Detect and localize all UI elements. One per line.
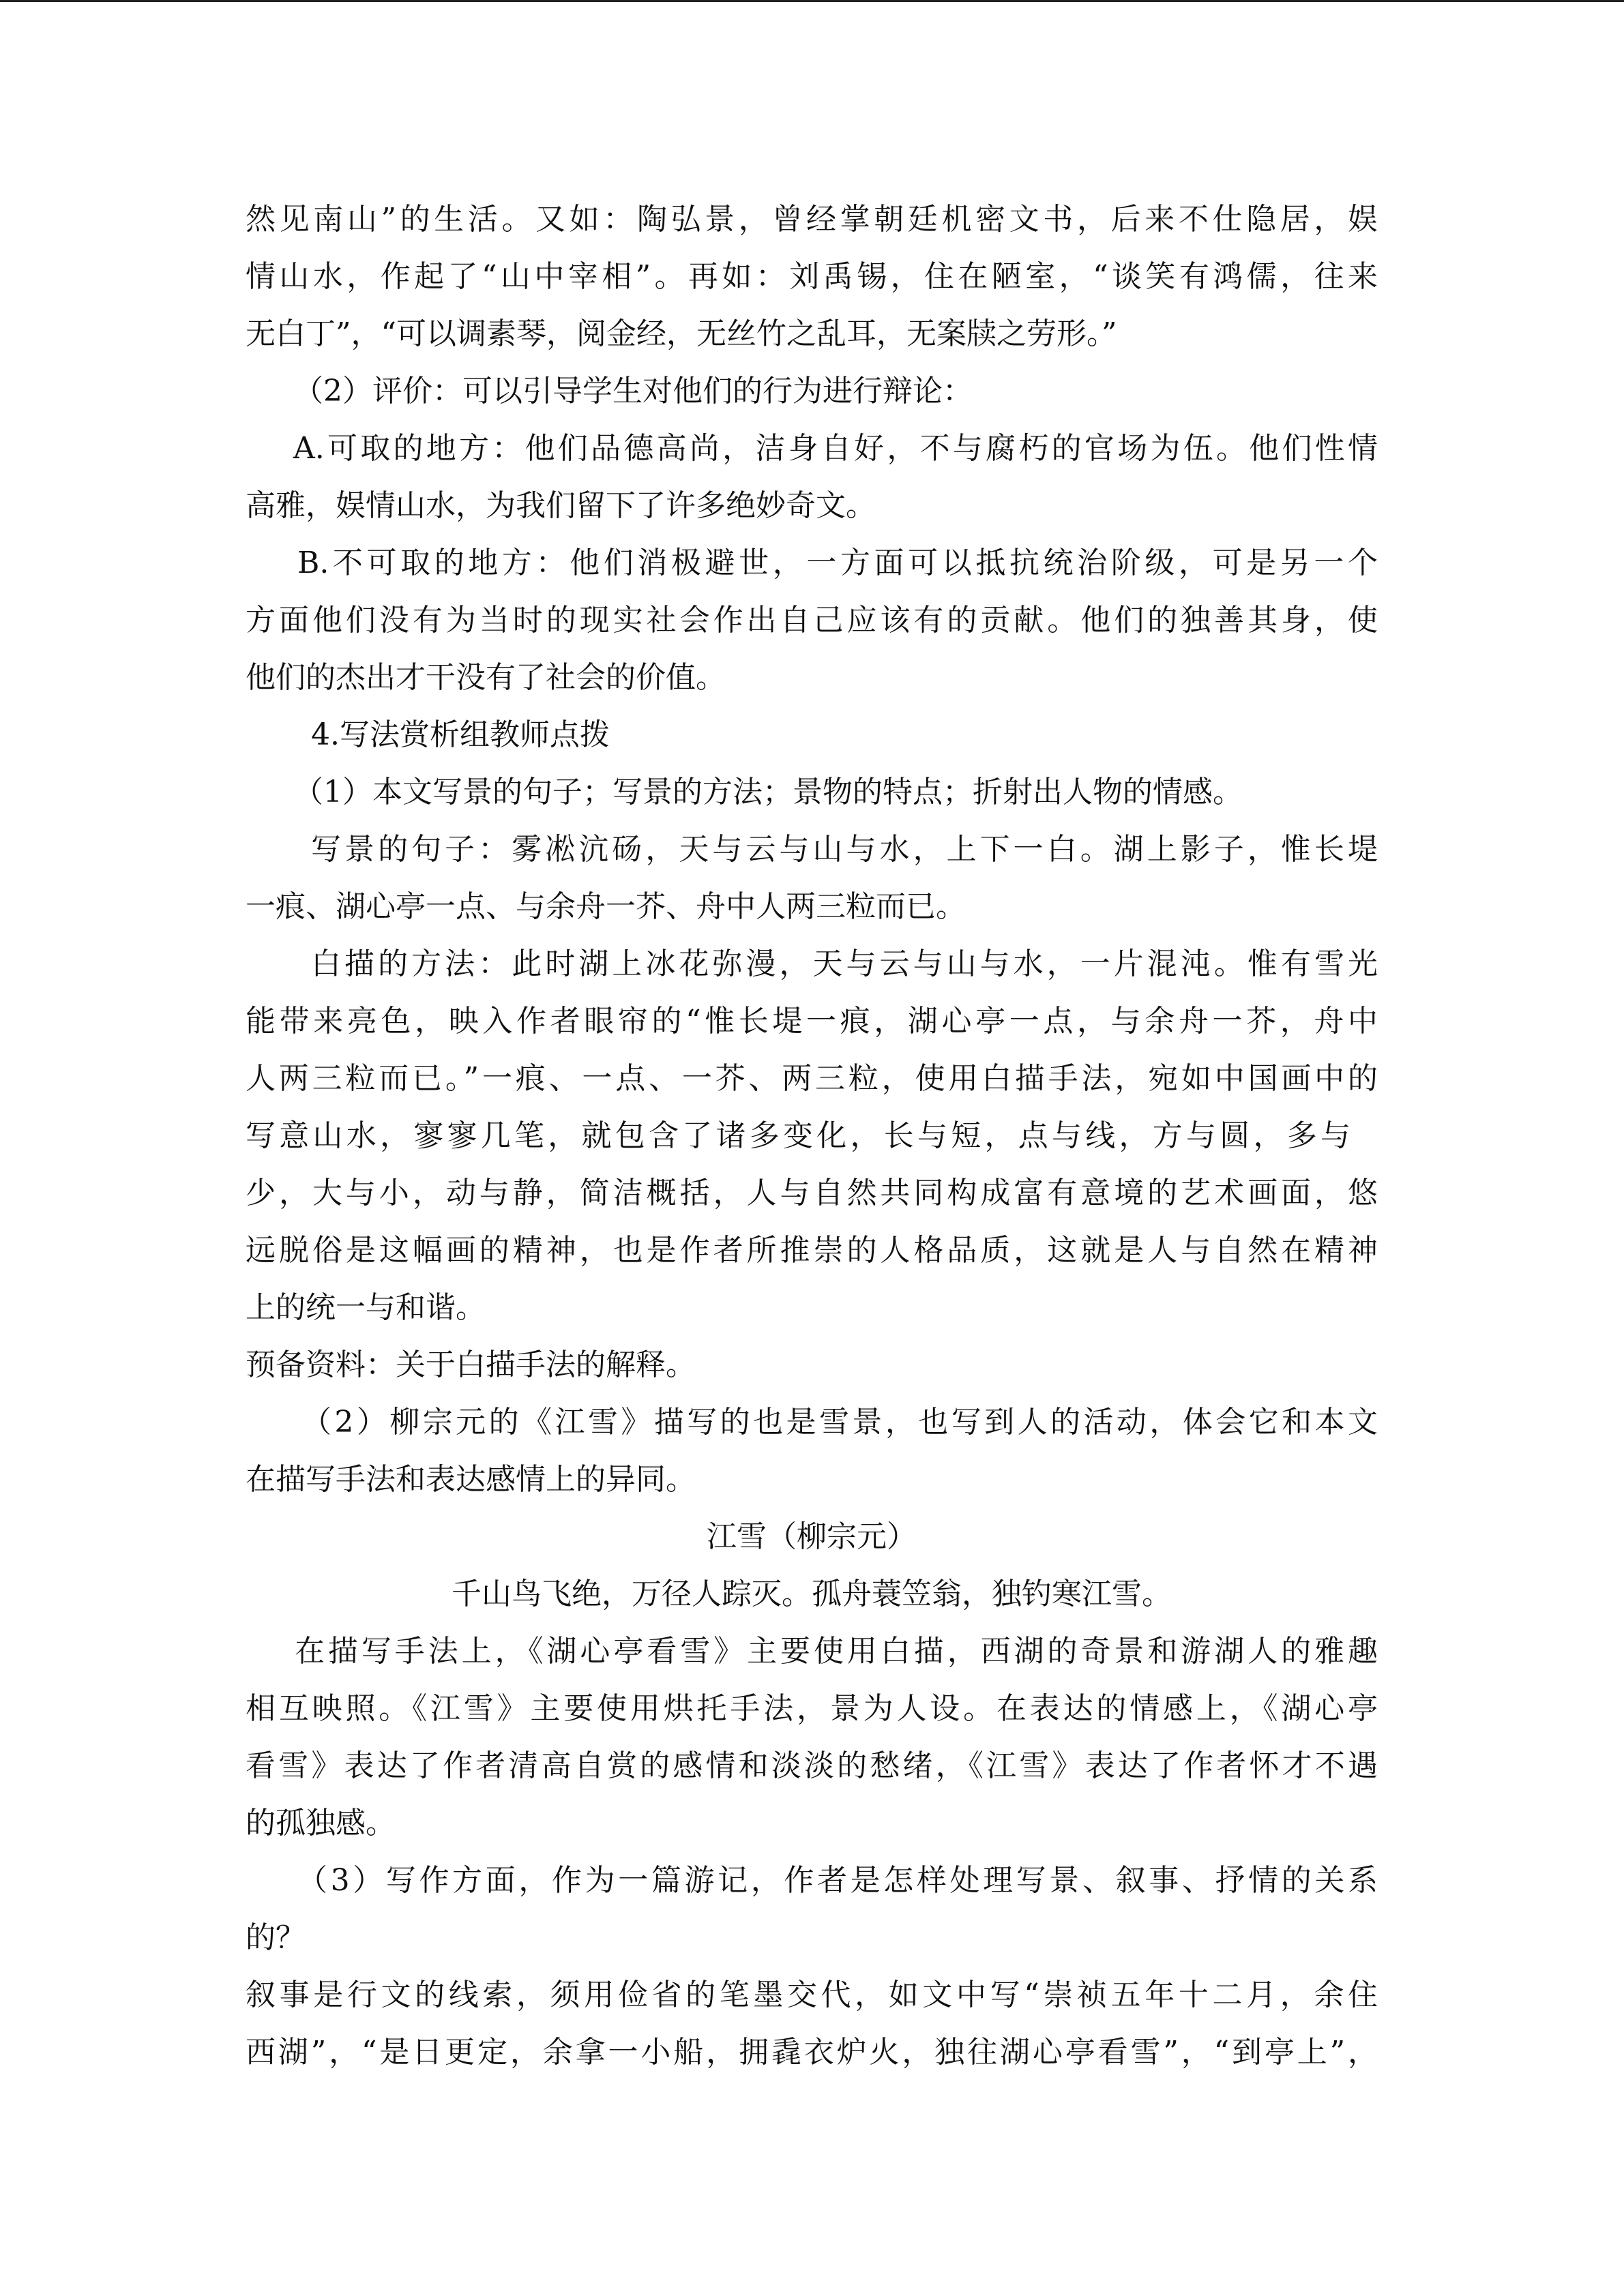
text-line: 看雪》表达了作者清高自赏的感情和淡淡的愁绪，《江雪》表达了作者怀才不遇 <box>246 1748 1378 1783</box>
text-line: 叙事是行文的线索，须用俭省的笔墨交代，如文中写“崇祯五年十二月，余住 <box>246 1978 1378 2012</box>
text-line: 远脱俗是这幅画的精神，也是作者所推崇的人格品质，这就是人与自然在精神 <box>246 1233 1378 1268</box>
text-line: 高雅，娱情山水，为我们留下了许多绝妙奇文。 <box>246 488 876 523</box>
text-line: （3）写作方面，作为一篇游记，作者是怎样处理写景、叙事、抒情的关系 <box>297 1863 1378 1898</box>
text-line: 的？ <box>246 1920 306 1955</box>
text-line: 然见南山”的生活。又如：陶弘景，曾经掌朝廷机密文书，后来不仕隐居，娱 <box>246 202 1378 237</box>
text-line: 方面他们没有为当时的现实社会作出自己应该有的贡献。他们的独善其身，使 <box>246 603 1378 638</box>
text-line: 预备资料：关于白描手法的解释。 <box>246 1347 696 1382</box>
text-line: 上的统一与和谐。 <box>246 1290 486 1325</box>
text-line: 4.写法赏析组教师点拨 <box>311 717 610 752</box>
text-line: 一痕、湖心亭一点、与余舟一芥、舟中人两三粒而已。 <box>246 889 966 924</box>
text-line: 情山水，作起了“山中宰相”。再如：刘禹锡，住在陋室，“谈笑有鸿儒，往来 <box>246 259 1378 294</box>
text-line: B.不可取的地方：他们消极避世，一方面可以抵抗统治阶级，可是另一个 <box>297 546 1378 580</box>
text-line: 西湖”，“是日更定，余拿一小船，拥毳衣炉火，独往湖心亭看雪”，“到亭上”， <box>246 2035 1378 2070</box>
text-line: 写景的句子：雾凇沆砀，天与云与山与水，上下一白。湖上影子，惟长堤 <box>311 832 1378 867</box>
text-line: 他们的杰出才干没有了社会的价值。 <box>246 660 726 695</box>
text-line: 无白丁”，“可以调素琴，阅金经，无丝竹之乱耳，无案牍之劳形。” <box>246 316 1117 351</box>
page-top-border <box>0 0 1624 2</box>
text-line: 相互映照。《江雪》主要使用烘托手法，景为人设。在表达的情感上，《湖心亭 <box>246 1691 1378 1726</box>
text-line: 白描的方法：此时湖上冰花弥漫，天与云与山与水，一片混沌。惟有雪光 <box>311 946 1378 981</box>
text-line: 少，大与小，动与静，简洁概括，人与自然共同构成富有意境的艺术画面，悠 <box>246 1176 1378 1210</box>
text-line: （2）柳宗元的《江雪》描写的也是雪景，也写到人的活动，体会它和本文 <box>301 1405 1378 1440</box>
text-line: 在描写手法上，《湖心亭看雪》主要使用白描，西湖的奇景和游湖人的雅趣 <box>295 1634 1378 1669</box>
poem-title: 江雪（柳宗元） <box>707 1519 917 1554</box>
text-line: 能带来亮色，映入作者眼帘的“惟长堤一痕，湖心亭一点，与余舟一芥，舟中 <box>246 1004 1378 1039</box>
text-line: 的孤独感。 <box>246 1806 396 1840</box>
text-line: （2）评价：可以引导学生对他们的行为进行辩论： <box>293 374 973 408</box>
poem-body: 千山鸟飞绝，万径人踪灭。孤舟蓑笠翁，独钓寒江雪。 <box>452 1577 1172 1611</box>
text-line: A.可取的地方：他们品德高尚，洁身自好，不与腐朽的官场为伍。他们性情 <box>293 431 1378 466</box>
text-line: （1）本文写景的句子；写景的方法；景物的特点；折射出人物的情感。 <box>293 775 1243 809</box>
text-line: 人两三粒而已。”一痕、一点、一芥、两三粒，使用白描手法，宛如中国画中的 <box>246 1061 1378 1096</box>
text-line: 在描写手法和表达感情上的异同。 <box>246 1462 696 1497</box>
text-line: 写意山水，寥寥几笔，就包含了诸多变化，长与短，点与线，方与圆，多与 <box>246 1118 1350 1153</box>
